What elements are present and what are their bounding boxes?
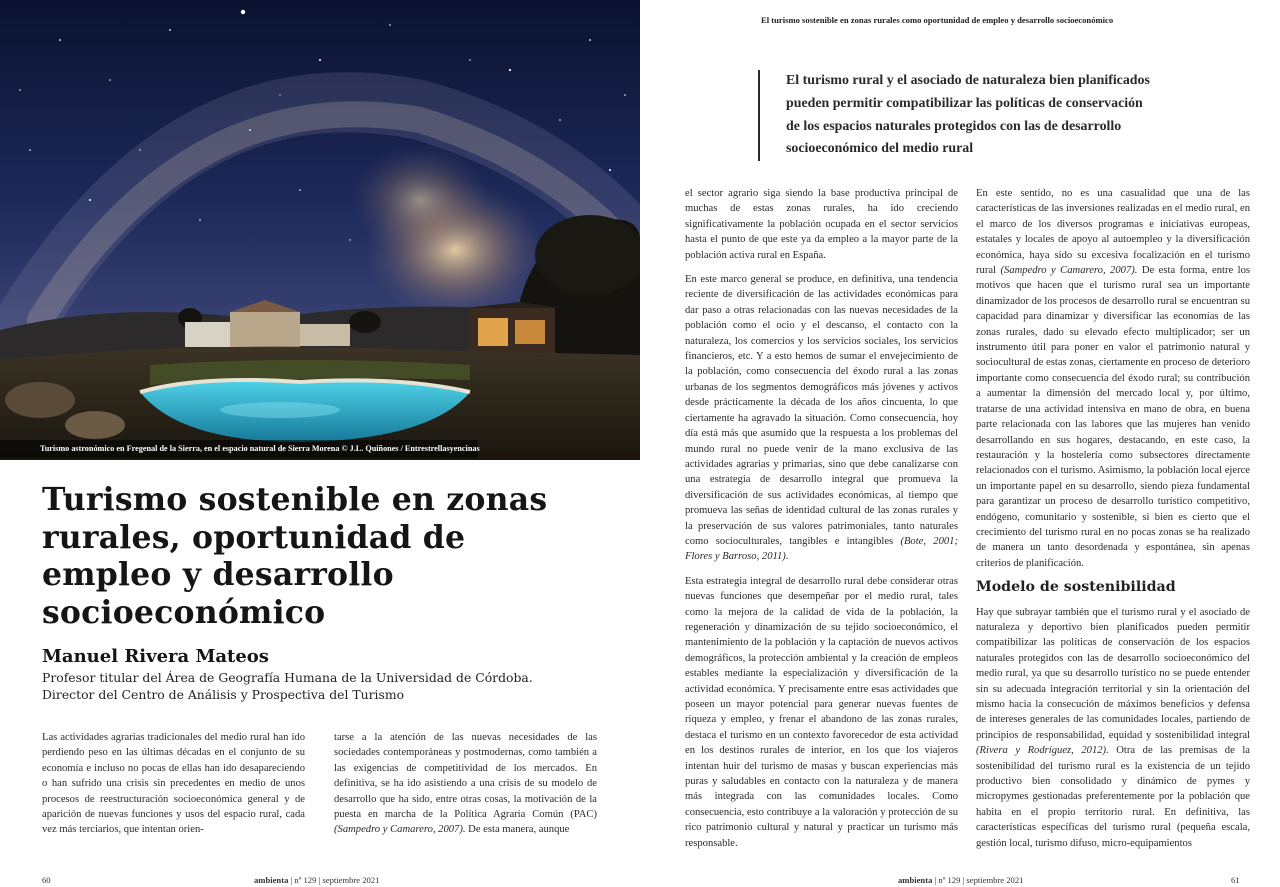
paragraph: Hay que subrayar también que el turismo rural y el asociado de naturaleza y deportivo bien planificados pueden permitir compatibilizar las políticas de conservación de los espacios naturales protegidos con las de desarrollo socioeconómico del medio rural, ya que su desarrollo turístico no se puede entender sin su adecuada integración territorial y sin la orientación del mismo hacia la consecución de máximos beneficios y defensa de intereses generales de las comunidades locales, partiendo de principios de responsabilidad, equidad y sostenibilidad integral (Rivera y Rodríguez, 2012). Otra de las premisas de la sostenibilidad del turismo rural es la existencia de un tejido productivo bien consolidado y dinámico de pymes y micropymes gestionadas preferentemente por la población que habita en el propio territorio rural. En definitiva, las características específicas del turismo rural (pequeña escala, gestión local, turismo difuso, micro-equipamientos: [976, 606, 1250, 849]
paragraph: el sector agrario siga siendo la base productiva principal de muchas de estas zonas rurales, ha ido creciendo significativamente la población ocupada en el sector servicios hasta el punto de que este ya da empleo a la mayor parte de la población activa rural en España.: [685, 188, 958, 261]
paragraph: En este marco general se produce, en definitiva, una tendencia reciente de diversificación de las actividades económicas para dar paso a otras relacionadas con las nuevas necesidades de la población como el ocio y el descanso, el contacto con la naturaleza, los comercios y los servicios sociales, los servicios financieros, etc. Y a esto hemos de sumar el envejecimiento de la población, como consecuencia del éxodo rural a las zonas urbanas de los segmentos demográficos más jóvenes y activos desde prácticamente la década de los años cincuenta, lo que ciertamente ha agravado la situación. Como consecuencia, hoy día está más que asumido que la respuesta a los problemas del mundo rural no puede venir de la mano exclusiva de las actividades agrarias y primarias, sino que debe canalizarse con una estrategia de desarrollo integral que promueva la diversificación de sus actividades económicas, al tiempo que promueva las señas de identidad cultural de las zonas rurales y la preservación de sus valores patrimoniales, tanto naturales como socioculturales, tangibles e intangibles (Bote, 2001; Flores y Barroso, 2011).: [685, 274, 958, 563]
right-column-2: [976, 186, 1250, 860]
author-name: Manuel Rivera Mateos: [42, 646, 269, 667]
right-page: [640, 0, 1280, 887]
milky-way-photo: [0, 0, 640, 460]
left-column-1: [42, 730, 305, 847]
left-column-2: [334, 730, 597, 847]
author-affiliation: [42, 670, 602, 703]
citation: (Bote, 2001; Flores y Barroso, 2011).: [685, 535, 958, 563]
affiliation-line-2: Director del Centro de Análisis y Prospectiva del Turismo: [42, 686, 405, 702]
section-subhead: Modelo de sostenibilidad: [976, 579, 1176, 596]
citation: (Sampedro y Camarero, 2007).: [334, 824, 466, 836]
page-number-right: 61: [1231, 875, 1240, 885]
page-number-left: 60: [42, 875, 51, 885]
article-headline: Turismo sostenible en zonas rurales, oportunidad de empleo y desarrollo socioeconómico: [42, 481, 548, 631]
running-head: El turismo sostenible en zonas rurales como oportunidad de empleo y desarrollo socioeconómico: [761, 15, 1114, 25]
right-column-1: [685, 186, 958, 860]
footer-magazine-left: ambienta | nº 129 | septiembre 2021: [254, 875, 380, 885]
citation: (Sampedro y Camarero, 2007).: [1000, 265, 1138, 277]
footer-magazine-right: ambienta | nº 129 | septiembre 2021: [898, 875, 1024, 885]
pull-quote: El turismo rural y el asociado de naturaleza bien planificados pueden permitir compatibilizar las políticas de conservación de los espacios naturales protegidos con las de desarrollo socioeconómico del medio rural: [758, 70, 1158, 161]
citation: (Rivera y Rodríguez, 2012).: [976, 745, 1109, 757]
affiliation-line-1: Profesor titular del Área de Geografía Humana de la Universidad de Córdoba.: [42, 670, 533, 685]
paragraph: Esta estrategia integral de desarrollo rural debe considerar otras nuevas funciones que desempeñar por el medio rural, tales como la mejora de la calidad de vida de la población, la regeneración y dinamización de su tejido socioeconómico, el mantenimiento de la población y la captación de nuevos activos demográficos, la protección ambiental y la creación de empleos estables mediante la especialización y diversificación de la actividad económica. Y precisamente entre esas actividades que poseen un mayor potencial para generar nuevas fuentes de riqueza y empleo, y frenar el abandono de las zonas rurales, destaca el turismo en un contexto favorecedor de esta actividad en los destinos rurales de interior, en los que los viajeros intentan huir del turismo de masas y buscan experiencias más puras y saludables en contacto con la naturaleza y de manera más integrada con las comunidades locales. Como consecuencia, esto contribuye a la valoración y protección de su rico patrimonio cultural y natural y practicar un turismo más responsable.: [685, 575, 958, 849]
paragraph: tarse a la atención de las nuevas necesidades de las sociedades contemporáneas y postmodernas, como también a las exigencias de competitividad de los mercados. En definitiva, se ha ido asistiendo a una crisis de su modelo de desarrollo que ha sido, entre otras cosas, la motivación de la puesta en marcha de la Política Agraria Común (PAC) (Sampedro y Camarero, 2007). De esta manera, aunque: [334, 732, 597, 836]
paragraph: En este sentido, no es una casualidad que una de las características de las inversiones realizadas en el medio rural, en el marco de los diversos programas e iniciativas europeas, estatales y locales de apoyo al autoempleo y la diversificación económica, haya sido su excesiva focalización en el turismo rural (Sampedro y Camarero, 2007). De esta forma, entre los motivos que hacen que el turismo rural sea un importante dinamizador de los procesos de desarrollo rural se encuentran su capacidad para dinamizar y diversificar las economías de las zonas rurales, dado su elevado efecto multiplicador; ser un instrumento útil para poner en valor el patrimonio natural y sociocultural de estas zonas, ciertamente en proceso de deterioro importante como consecuencia del éxodo rural; su contribución a aumentar la dimensión del mercado local y, por último, tratarse de una actividad intensiva en mano de obra, en buena parte relacionada con las labores que las mujeres han venido desarrollando en sus hogares, destacando, en este caso, la restauración y la hostelería como subsectores directamente relacionados con el turismo. Asimismo, la población local ejerce un importante papel en su desarrollo, siendo pieza fundamental para garantizar un proceso de desarrollo turístico competitivo, endógeno, comunitario y sostenible, si bien es cierto que el crecimiento del turismo rural en no pocas zonas se ha realizado de manera un tanto desordenada y espontánea, sin apenas criterios de planificación.: [976, 188, 1251, 569]
photo-caption: Turismo astronómico en Fregenal de la Sierra, en el espacio natural de Sierra Morena © J.L. Quiñones / Entrestrellasyencinas: [0, 440, 478, 458]
paragraph: Las actividades agrarias tradicionales del medio rural han ido perdiendo peso en las últimas décadas en el conjunto de su economía e incluso no pocas de ellas han ido desapareciendo o han sufrido una crisis sin precedentes en medio de unos procesos de reestructuración socioeconómica general y de aparición de nuevas funciones y usos del espacio rural, cada vez más terciarios, que intentan orien-: [42, 732, 305, 836]
